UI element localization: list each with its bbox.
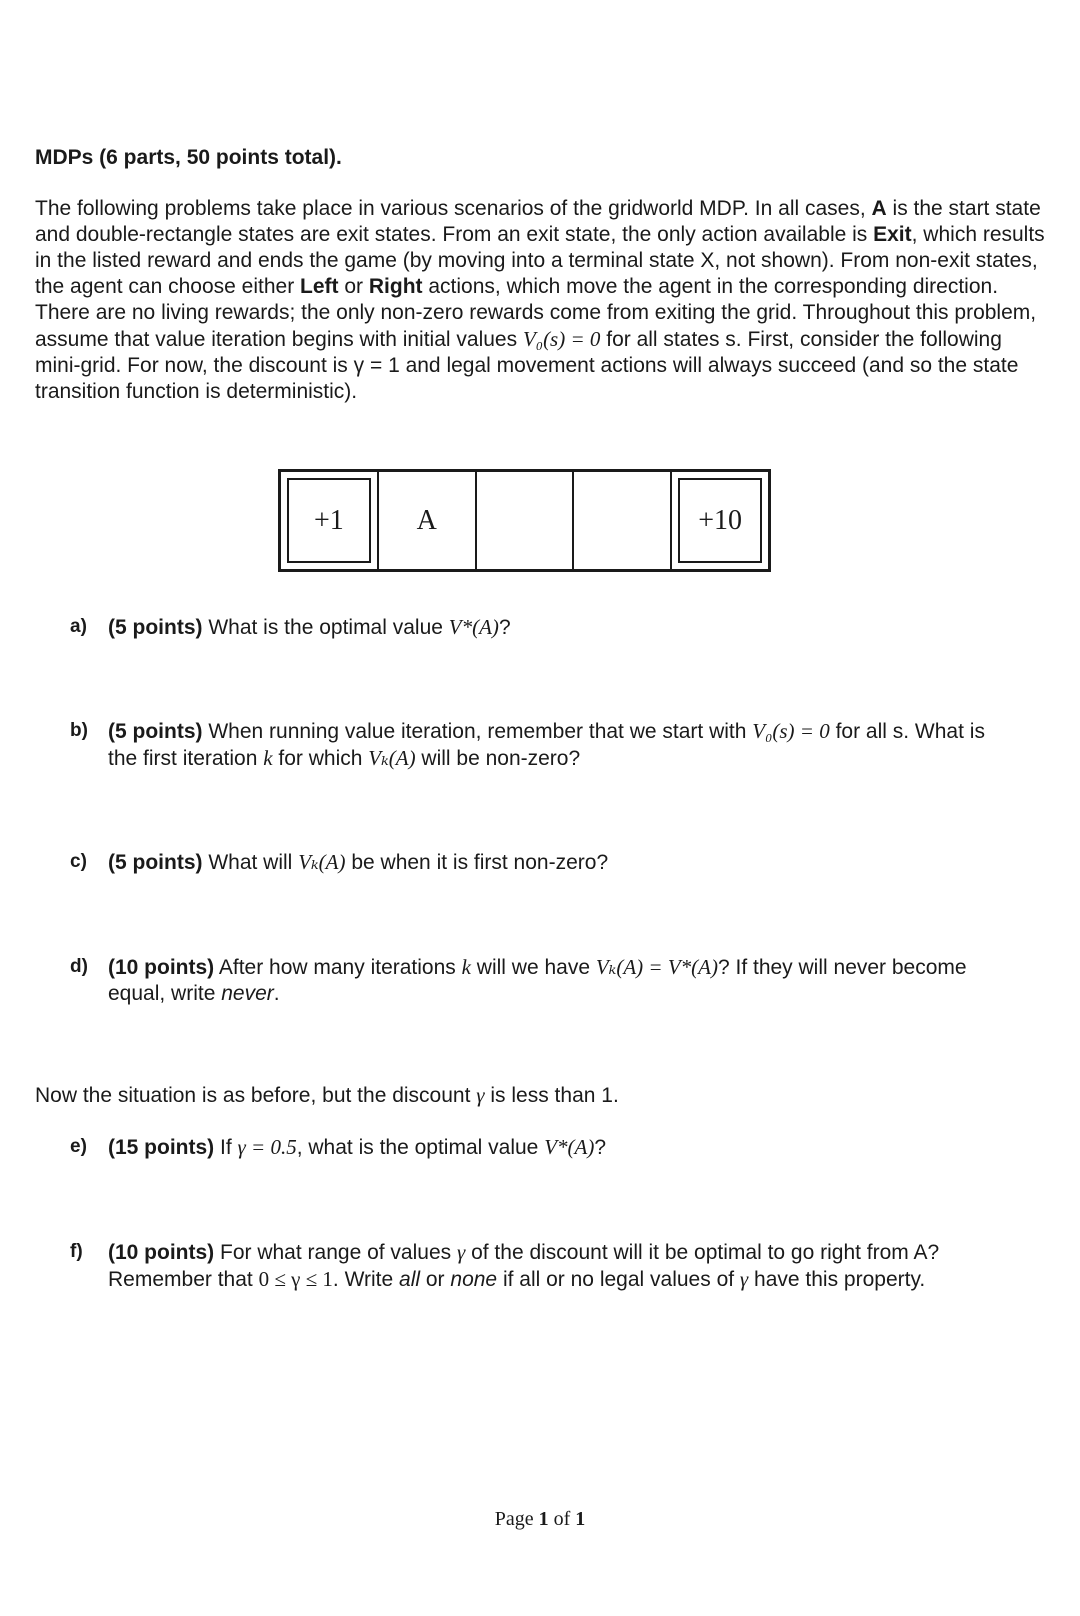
question-label: a) xyxy=(70,616,87,637)
question-label: e) xyxy=(70,1136,87,1157)
intro-paragraph: The following problems take place in various scenarios of the gridworld MDP. In all cases, A is the start state and double-rectangle states are exit states. From an exit state, the only action available is Exit, which results in the listed reward and ends the game (by moving into a terminal state X, not shown). From non-exit states, the agent can choose either Left or Right actions, which move the agent in the corresponding direction. There are no living rewards; the only non-zero rewards come from exiting the grid. Throughout this problem, assume that value iteration begins with initial values V₀(s) = 0 for all states s. First, consider the following mini-grid. For now, the discount is γ = 1 and legal movement actions will always succeed (and so the state transition function is deterministic). xyxy=(35,197,1045,403)
grid-cell-exit-left xyxy=(281,472,379,569)
question-b: b) (5 points) When running value iteration, remember that we start with V₀(s) = 0 for all s. What is the first iteration k for which Vₖ(A) will be non-zero? xyxy=(70,719,985,770)
question-d: d) (10 points) After how many iterations k will we have Vₖ(A) = V*(A)? If they will never become equal, write never. xyxy=(70,955,967,1005)
question-label: d) xyxy=(70,956,88,977)
question-label: c) xyxy=(70,851,87,872)
grid-cell-label: +1 xyxy=(287,478,371,563)
section-title: MDPs (6 parts, 50 points total). xyxy=(35,146,342,169)
grid-cell-exit-right xyxy=(672,472,768,569)
question-label: f) xyxy=(70,1241,83,1262)
grid-cell-start: A xyxy=(379,472,477,569)
question-e: e) (15 points) If γ = 0.5, what is the optimal value V*(A)? xyxy=(70,1135,607,1159)
grid-cell-empty xyxy=(477,472,575,569)
question-c: c) (5 points) What will Vₖ(A) be when it is first non-zero? xyxy=(70,850,609,874)
grid-cell-label: +10 xyxy=(678,478,762,563)
grid-cell-empty xyxy=(574,472,672,569)
question-f: f) (10 points) For what range of values γ of the discount will it be optimal to go right from A? Remember that 0 ≤ γ ≤ 1. Write all or none if all or no legal values of γ have this property. xyxy=(70,1240,940,1291)
question-label: b) xyxy=(70,720,88,741)
mini-grid xyxy=(278,469,771,572)
page-footer: Page 1 of 1 xyxy=(494,1508,586,1530)
discount-note: Now the situation is as before, but the discount γ is less than 1. xyxy=(35,1083,619,1107)
question-a: a) (5 points) What is the optimal value V*(A)? xyxy=(70,615,511,639)
